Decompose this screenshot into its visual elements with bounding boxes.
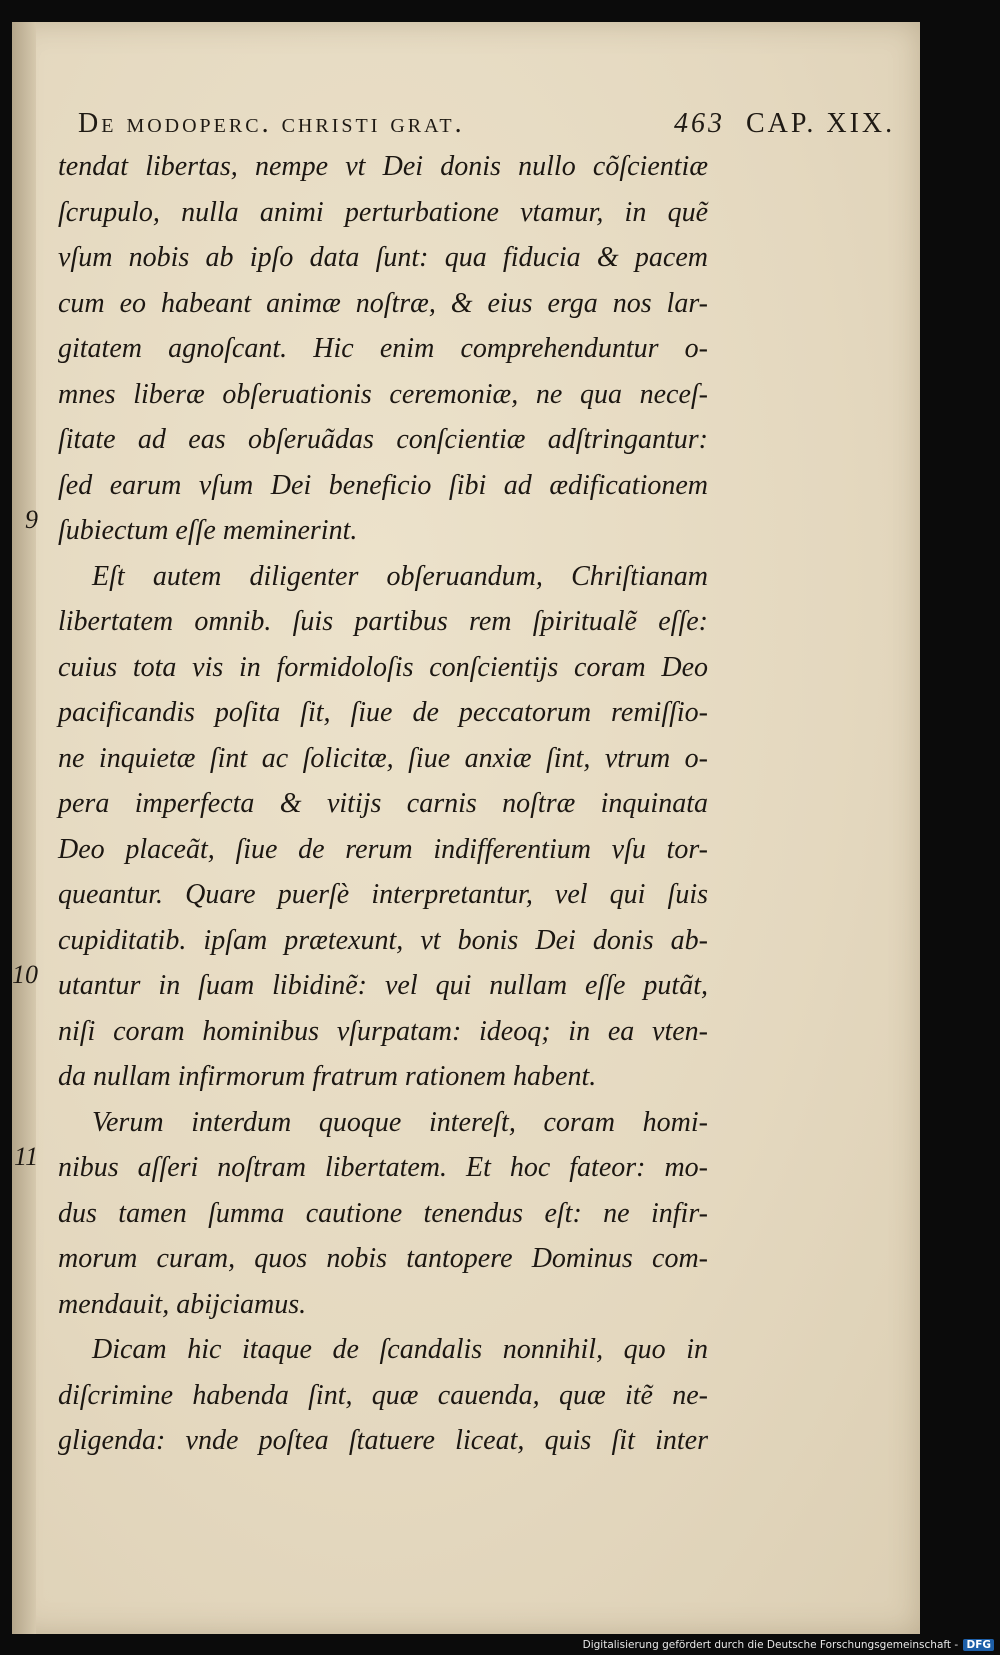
credit-text: Digitalisierung gefördert durch die Deutsche Forschungsgemeinschaft - (582, 1639, 959, 1651)
text-line: vſum nobis ab ipſo data ſunt: qua fiducia & pacem (58, 242, 708, 273)
text-line: Verum interdum quoque intereſt, coram homi- (92, 1106, 708, 1138)
text-line: Deo placeãt, ſiue de rerum indifferentium vſu tor- (58, 833, 708, 865)
text-line: dus tamen ſumma cautione tenendus eſt: ne infir- (58, 1197, 708, 1229)
text-line: Dicam hic itaque de ſcandalis nonnihil, quo in (92, 1334, 708, 1365)
text-line: queantur. Quare puerſè interpretantur, vel qui ſuis (58, 879, 708, 910)
marginal-number: 9 (25, 505, 38, 534)
text-line: gitatem agnoſcant. Hic enim comprehenduntur o- (58, 333, 708, 364)
text-line: pera imperfecta & vitijs carnis noſtræ inquinata (58, 788, 708, 819)
marginal-number: 10 (12, 960, 38, 989)
text-line: diſcrimine habenda ſint, quæ cauenda, quæ itẽ ne- (58, 1379, 708, 1411)
chapter-label: CAP. XIX. (746, 108, 896, 139)
text-line: morum curam, quos nobis tantopere Dominus com- (58, 1243, 708, 1274)
page-gutter-edge (12, 22, 39, 1634)
digitization-credit (583, 1639, 994, 1651)
dfg-logo: DFG (963, 1639, 994, 1651)
text-line: libertatem omnib. ſuis partibus rem ſpiritualẽ eſſe: (58, 606, 708, 637)
running-title: De modoperc. christi grat. (78, 108, 465, 139)
body-text (58, 144, 708, 1464)
text-line: Eſt autem diligenter obſeruandum, Chriſtianam (92, 560, 708, 592)
marginal-number: 11 (14, 1142, 39, 1171)
text-line: ſcrupulo, nulla animi perturbatione vtamur, in quẽ (58, 196, 708, 228)
text-line: gligenda: vnde poſtea ſtatuere liceat, quis ſit inter (58, 1425, 708, 1456)
text-line: ſitate ad eas obſeruãdas conſcientiæ adſtringantur: (58, 424, 708, 455)
text-line: da nullam infirmorum fratrum rationem habent. (58, 1061, 597, 1092)
text-line: mendauit, abijciamus. (58, 1288, 307, 1320)
text-line: tendat libertas, nempe vt Dei donis nullo cõſcientiæ (58, 151, 708, 182)
text-line: nibus aſſeri noſtram libertatem. Et hoc fateor: mo- (58, 1152, 708, 1183)
text-line: utantur in ſuam libidinẽ: vel qui nullam eſſe putãt, (58, 970, 708, 1001)
text-line: ſubiectum eſſe meminerint. (58, 515, 358, 546)
text-line: pacificandis poſita ſit, ſiue de peccatorum remiſſio- (58, 697, 708, 728)
text-line: cupiditatib. ipſam prætexunt, vt bonis Dei donis ab- (58, 924, 708, 956)
text-line: ne inquietæ ſint ac ſolicitæ, ſiue anxiæ ſint, vtrum o- (58, 742, 708, 774)
text-line: niſi coram hominibus vſurpatam: ideoq; in ea vten- (58, 1015, 708, 1047)
page-number: 463 (674, 108, 725, 139)
book-page (12, 22, 920, 1634)
text-line: cum eo habeant animæ noſtræ, & eius erga nos lar- (58, 287, 708, 319)
text-line: mnes liberæ obſeruationis ceremoniæ, ne qua neceſ- (58, 378, 708, 410)
text-line: ſed earum vſum Dei beneficio ſibi ad ædificationem (58, 469, 708, 501)
text-line: cuius tota vis in formidoloſis conſcientijs coram Deo (58, 651, 708, 683)
